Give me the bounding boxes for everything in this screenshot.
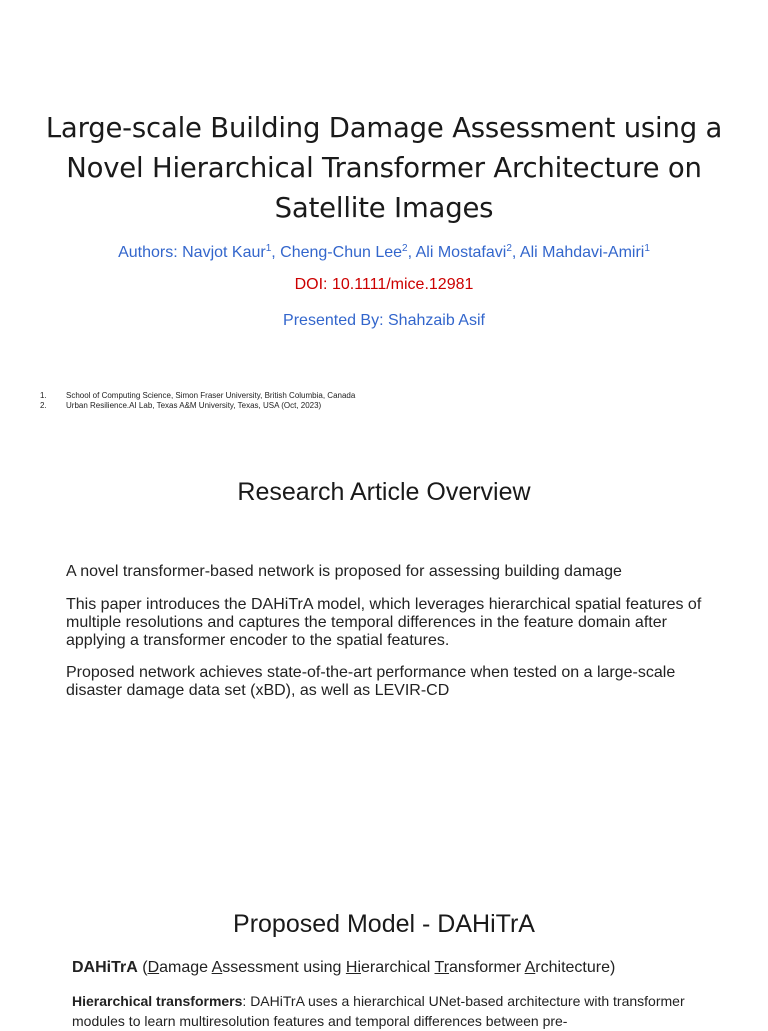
author-name: Cheng-Chun Lee xyxy=(280,244,403,261)
author-affil: 2 xyxy=(506,243,512,254)
overview-title: Research Article Overview xyxy=(237,478,531,506)
title-line: Novel Hierarchical Transformer Architecture on xyxy=(66,152,702,184)
affiliation-row xyxy=(40,391,355,401)
title-line: Large-scale Building Damage Assessment using a xyxy=(45,112,723,144)
affiliation-text: Urban Resilience.AI Lab, Texas A&M University, Texas, USA (Oct, 2023) xyxy=(66,401,322,410)
affiliation-number: 1. xyxy=(40,391,47,400)
description-text: : DAHiTrA uses a hierarchical UNet-based architecture with transformer modules to learn multiresolution features and temporal differences between pre- xyxy=(72,993,685,1029)
author-name: Ali Mostafavi xyxy=(415,244,507,261)
model-acronym: DAHiTrA xyxy=(72,959,138,976)
model-title: Proposed Model - DAHiTrA xyxy=(233,910,535,938)
affiliation-text: School of Computing Science, Simon Fraser University, British Columbia, Canada xyxy=(66,391,356,400)
authors-line: Authors: Navjot Kaur$^1$, Cheng-Chun Lee$^2$, Ali Mostafavi$^2$, Ali Mahdavi-Amiri$^1$ xyxy=(118,243,650,261)
author-affil: 1 xyxy=(644,243,650,254)
acronym-rest: ansformer xyxy=(449,959,525,976)
author-name: Navjot Kaur xyxy=(182,244,266,261)
acronym-rest: ssessment using xyxy=(222,959,346,976)
acronym-letter: Tr xyxy=(434,959,450,976)
affiliation-row xyxy=(40,401,355,411)
model-description xyxy=(72,991,712,1031)
overview-paragraph: A novel transformer-based network is proposed for assessing building damage xyxy=(66,563,622,580)
paper-title xyxy=(40,108,728,228)
description-label: Hierarchical transformers xyxy=(72,993,243,1009)
title-line: Satellite Images xyxy=(274,192,494,224)
author-name: Ali Mahdavi-Amiri xyxy=(519,244,645,261)
acronym-letter: D xyxy=(147,959,160,976)
affiliation-number: 2. xyxy=(40,401,47,410)
acronym-letter: A xyxy=(524,959,536,976)
presenter: Presented By: Shahzaib Asif xyxy=(283,312,485,329)
acronym-letter: Hi xyxy=(345,959,361,976)
acronym-rest: rchitecture xyxy=(535,959,610,976)
acronym-letter: A xyxy=(211,959,223,976)
affiliations xyxy=(40,391,355,411)
author-affil: 2 xyxy=(402,243,408,254)
author-affil: 1 xyxy=(265,243,272,254)
overview-paragraph: This paper introduces the DAHiTrA model, which leverages hierarchical spatial features of multiple resolutions and captures the temporal differences in the feature domain after applying a transformer encoder to the spatial features. xyxy=(66,596,702,649)
acronym-rest: amage xyxy=(159,959,212,976)
doi: DOI: 10.1111/mice.12981 xyxy=(294,276,474,293)
model-acronym-line: DAHiTrA (Damage Assessment using Hierarchical Transformer Architecture) xyxy=(72,959,616,976)
authors-prefix: Authors: xyxy=(118,244,183,261)
acronym-rest: erarchical xyxy=(361,959,435,976)
overview-paragraph: Proposed network achieves state-of-the-art performance when tested on a large-scale disaster damage data set (xBD), as well as LEVIR-CD xyxy=(66,664,676,699)
